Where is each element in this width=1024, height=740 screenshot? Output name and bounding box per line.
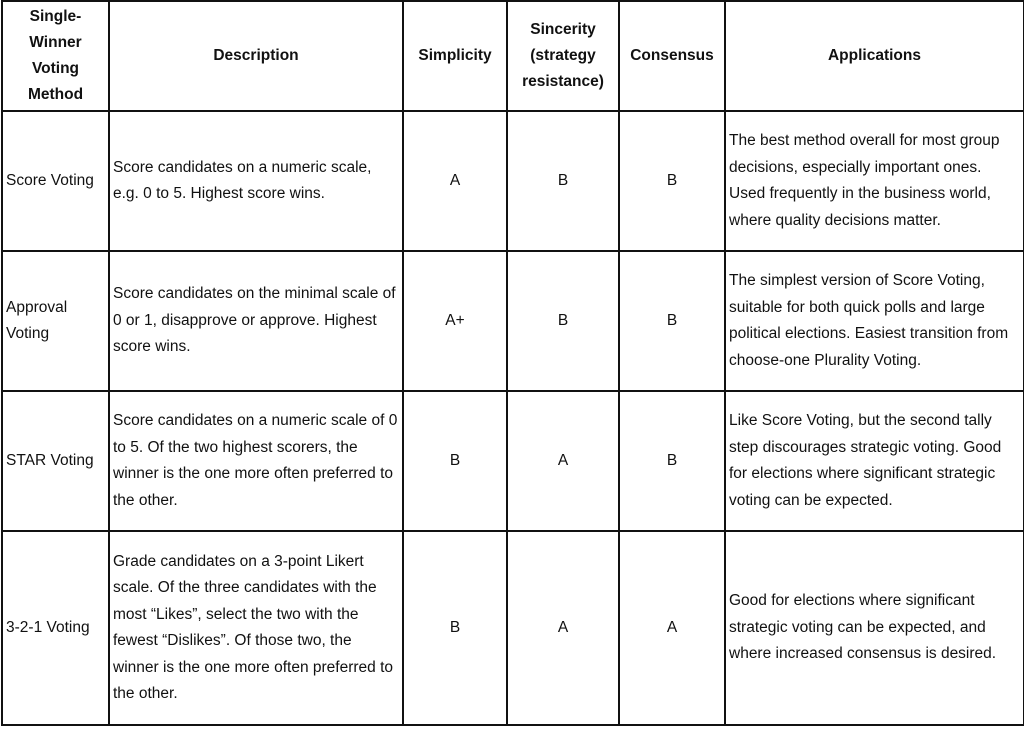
simplicity-cell: B (403, 391, 507, 531)
sincerity-cell: B (507, 251, 619, 391)
method-cell: STAR Voting (2, 391, 109, 531)
header-consensus: Consensus (619, 1, 725, 111)
header-description: Description (109, 1, 403, 111)
consensus-cell: A (619, 531, 725, 725)
description-cell: Grade candidates on a 3-point Likert scale. Of the three candidates with the most “Likes”, select the two with the fewest “Dislikes”. Of those two, the winner is the one more often preferred to the other. (109, 531, 403, 725)
applications-cell: The best method overall for most group decisions, especially important ones. Used frequently in the business world, where quality decisions matter. (725, 111, 1024, 251)
applications-cell: The simplest version of Score Voting, suitable for both quick polls and large political elections. Easiest transition from choose-one Plurality Voting. (725, 251, 1024, 391)
sincerity-cell: B (507, 111, 619, 251)
method-cell: Score Voting (2, 111, 109, 251)
table-row (2, 111, 1024, 251)
method-cell: 3-2-1 Voting (2, 531, 109, 725)
description-cell: Score candidates on a numeric scale, e.g. 0 to 5. Highest score wins. (109, 111, 403, 251)
consensus-cell: B (619, 111, 725, 251)
applications-cell: Good for elections where significant strategic voting can be expected, and where increased consensus is desired. (725, 531, 1024, 725)
header-sincerity: Sincerity (strategy resistance) (507, 1, 619, 111)
sincerity-cell: A (507, 531, 619, 725)
header-row (2, 1, 1024, 111)
description-cell: Score candidates on a numeric scale of 0 to 5. Of the two highest scorers, the winner is the one more often preferred to the other. (109, 391, 403, 531)
header-applications: Applications (725, 1, 1024, 111)
header-method: Single-Winner Voting Method (2, 1, 109, 111)
method-cell: Approval Voting (2, 251, 109, 391)
header-simplicity: Simplicity (403, 1, 507, 111)
table-row (2, 251, 1024, 391)
simplicity-cell: B (403, 531, 507, 725)
voting-methods-table (1, 0, 1024, 726)
sincerity-cell: A (507, 391, 619, 531)
simplicity-cell: A+ (403, 251, 507, 391)
table-row (2, 531, 1024, 725)
consensus-cell: B (619, 391, 725, 531)
applications-cell: Like Score Voting, but the second tally step discourages strategic voting. Good for elections where significant strategic voting can be expected. (725, 391, 1024, 531)
simplicity-cell: A (403, 111, 507, 251)
table-row (2, 391, 1024, 531)
consensus-cell: B (619, 251, 725, 391)
description-cell: Score candidates on the minimal scale of 0 or 1, disapprove or approve. Highest score wins. (109, 251, 403, 391)
